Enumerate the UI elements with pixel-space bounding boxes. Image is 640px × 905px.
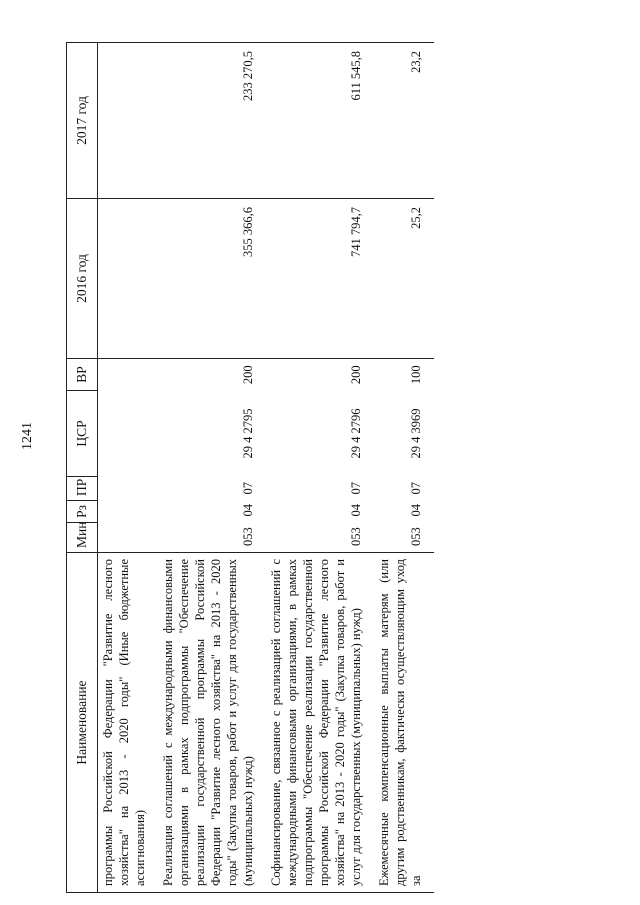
row-name: Софинансирование, связанное с реализацией соглашений с международными финансовыми организациями, в рамках подпрограммы "Обеспечение реализации государственной программы Российской Федерации "Развитие лесного хозяйства" на 2013 - 2020 годы" (Закупка товаров, работ и услуг для государственных (муниципальных) нужд) [266, 553, 374, 893]
row-csr: 29 4 2795 [241, 408, 255, 459]
row-csr [98, 391, 159, 477]
row-min: 053 [409, 527, 423, 546]
row-vr: 200 [349, 365, 363, 385]
row-csr: 29 4 3969 [409, 408, 423, 459]
row-name: Реализация соглашений с международными финансовыми организациями в рамках подпрограммы "Обеспечение реализации государственной программы Российской Федерации "Развитие лесного хозяйства" на 2013 - 2020 годы" (Закупка товаров, работ и услуг для государственных (муниципальных) нужд) [158, 553, 266, 893]
table-header-row [67, 43, 98, 893]
header-min: Мин [67, 523, 98, 553]
row-rz: 04 [241, 504, 255, 517]
row-min: 053 [241, 527, 255, 546]
row-rz [98, 501, 159, 523]
header-2016: 2016 год [67, 199, 98, 359]
budget-table-frame [66, 43, 626, 893]
row-min [98, 523, 159, 553]
header-2017: 2017 год [67, 43, 98, 199]
header-pr: ПР [67, 477, 98, 501]
row-vr: 200 [241, 365, 255, 385]
row-vr: 100 [409, 365, 423, 385]
row-pr: 07 [241, 482, 255, 495]
row-vr [98, 359, 159, 391]
table-row [266, 43, 374, 893]
row-2016: 355 366,6 [158, 199, 266, 359]
row-rz: 04 [409, 504, 423, 517]
row-pr: 07 [409, 482, 423, 495]
budget-table [66, 42, 434, 893]
row-name: Ежемесячные компенсационные выплаты матерям (или другим родственникам, фактически осуществляющим уход за [374, 553, 434, 893]
row-2017: 23,2 [374, 43, 434, 199]
row-2016: 741 794,7 [266, 199, 374, 359]
row-2016 [98, 199, 159, 359]
row-rz: 04 [349, 504, 363, 517]
table-row [98, 43, 159, 893]
row-min: 053 [349, 527, 363, 546]
row-pr: 07 [349, 482, 363, 495]
row-csr: 29 4 2796 [349, 408, 363, 459]
table-row [158, 43, 266, 893]
row-2016: 25,2 [374, 199, 434, 359]
row-2017 [98, 43, 159, 199]
row-2017: 611 545,8 [266, 43, 374, 199]
header-csr: ЦСР [67, 391, 98, 477]
page-number: 1241 [20, 422, 35, 450]
row-name: программы Российской Федерации "Развитие лесного хозяйства" на 2013 - 2020 годы" (Иные бюджетные ассигнования) [98, 553, 159, 893]
table-row [374, 43, 434, 893]
row-pr [98, 477, 159, 501]
header-rz: Рз [67, 501, 98, 523]
header-name: Наименование [67, 553, 98, 893]
row-2017: 233 270,5 [158, 43, 266, 199]
header-vr: ВР [67, 359, 98, 391]
